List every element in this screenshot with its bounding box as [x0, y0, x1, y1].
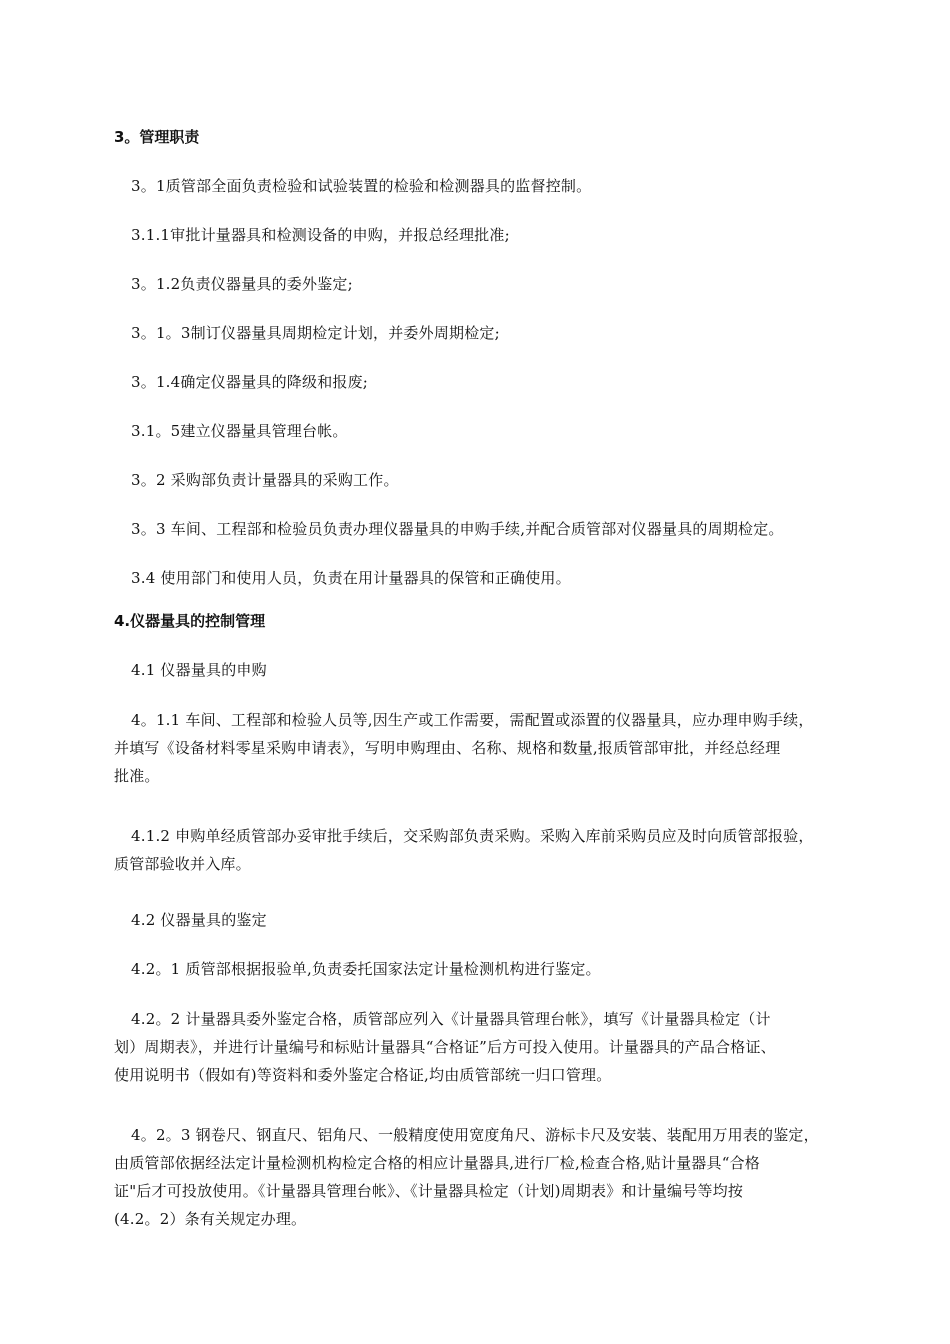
paragraph-3-3: 3。3 车间、工程部和检验员负责办理仪器量具的申购手续,并配合质管部对仪器量具的周期检定。	[131, 520, 784, 538]
paragraph-4-2-2	[114, 1009, 894, 1093]
text-line: 证"后才可投放使用。《计量器具管理台帐》、《计量器具检定（计划)周期表》和计量编号等均按	[114, 1182, 744, 1200]
section-3-heading: 3。管理职责	[114, 128, 200, 146]
paragraph-3-4: 3.4 使用部门和使用人员，负责在用计量器具的保管和正确使用。	[131, 569, 571, 587]
section-4-heading: 4.仪器量具的控制管理	[114, 612, 266, 630]
paragraph-4-1-1	[114, 710, 894, 794]
paragraph-3-1-1: 3.1.1审批计量器具和检测设备的申购，并报总经理批准;	[131, 226, 510, 244]
paragraph-3-1: 3。1质管部全面负责检验和试验装置的检验和检测器具的监督控制。	[131, 177, 592, 195]
text-line: 批准。	[114, 767, 160, 785]
text-line: 4.2。2 计量器具委外鉴定合格，质管部应列入《计量器具管理台帐》，填写《计量器具检定（计	[131, 1010, 771, 1028]
paragraph-3-2: 3。2 采购部负责计量器具的采购工作。	[131, 471, 399, 489]
paragraph-4-1: 4.1 仪器量具的申购	[131, 661, 267, 679]
text-line: 4。2。3 钢卷尺、钢直尺、铝角尺、一般精度使用宽度角尺、游标卡尺及安装、装配用万用表的鉴定，	[131, 1126, 819, 1144]
text-line: 4.1.2 申购单经质管部办妥审批手续后，交采购部负责采购。采购入库前采购员应及时向质管部报验，	[131, 827, 814, 845]
text-line: (4.2。2）条有关规定办理。	[114, 1210, 307, 1228]
paragraph-4-2: 4.2 仪器量具的鉴定	[131, 911, 267, 929]
paragraph-4-2-1: 4.2。1 质管部根据报验单,负责委托国家法定计量检测机构进行鉴定。	[131, 960, 601, 978]
text-line: 质管部验收并入库。	[114, 855, 251, 873]
paragraph-3-1-5: 3.1。5建立仪器量具管理台帐。	[131, 422, 348, 440]
paragraph-3-1-2: 3。1.2负责仪器量具的委外鉴定;	[131, 275, 353, 293]
text-line: 使用说明书（假如有)等资料和委外鉴定合格证,均由质管部统一归口管理。	[114, 1066, 612, 1084]
text-line: 4。1.1 车间、工程部和检验人员等,因生产或工作需要，需配置或添置的仪器量具，应办理申购手续，	[131, 711, 814, 729]
paragraph-3-1-4: 3。1.4确定仪器量具的降级和报废;	[131, 373, 369, 391]
paragraph-4-1-2	[114, 826, 894, 882]
text-line: 由质管部依据经法定计量检测机构检定合格的相应计量器具,进行厂检,检查合格,贴计量器具“合格	[114, 1154, 760, 1172]
paragraph-3-1-3: 3。1。3制订仪器量具周期检定计划，并委外周期检定;	[131, 324, 500, 342]
paragraph-4-2-3	[114, 1125, 894, 1237]
text-line: 并填写《设备材料零星采购申请表》，写明申购理由、名称、规格和数量,报质管部审批，并经总经理	[114, 739, 781, 757]
text-line: 划）周期表》，并进行计量编号和标贴计量器具“合格证”后方可投入使用。计量器具的产品合格证、	[114, 1038, 776, 1056]
